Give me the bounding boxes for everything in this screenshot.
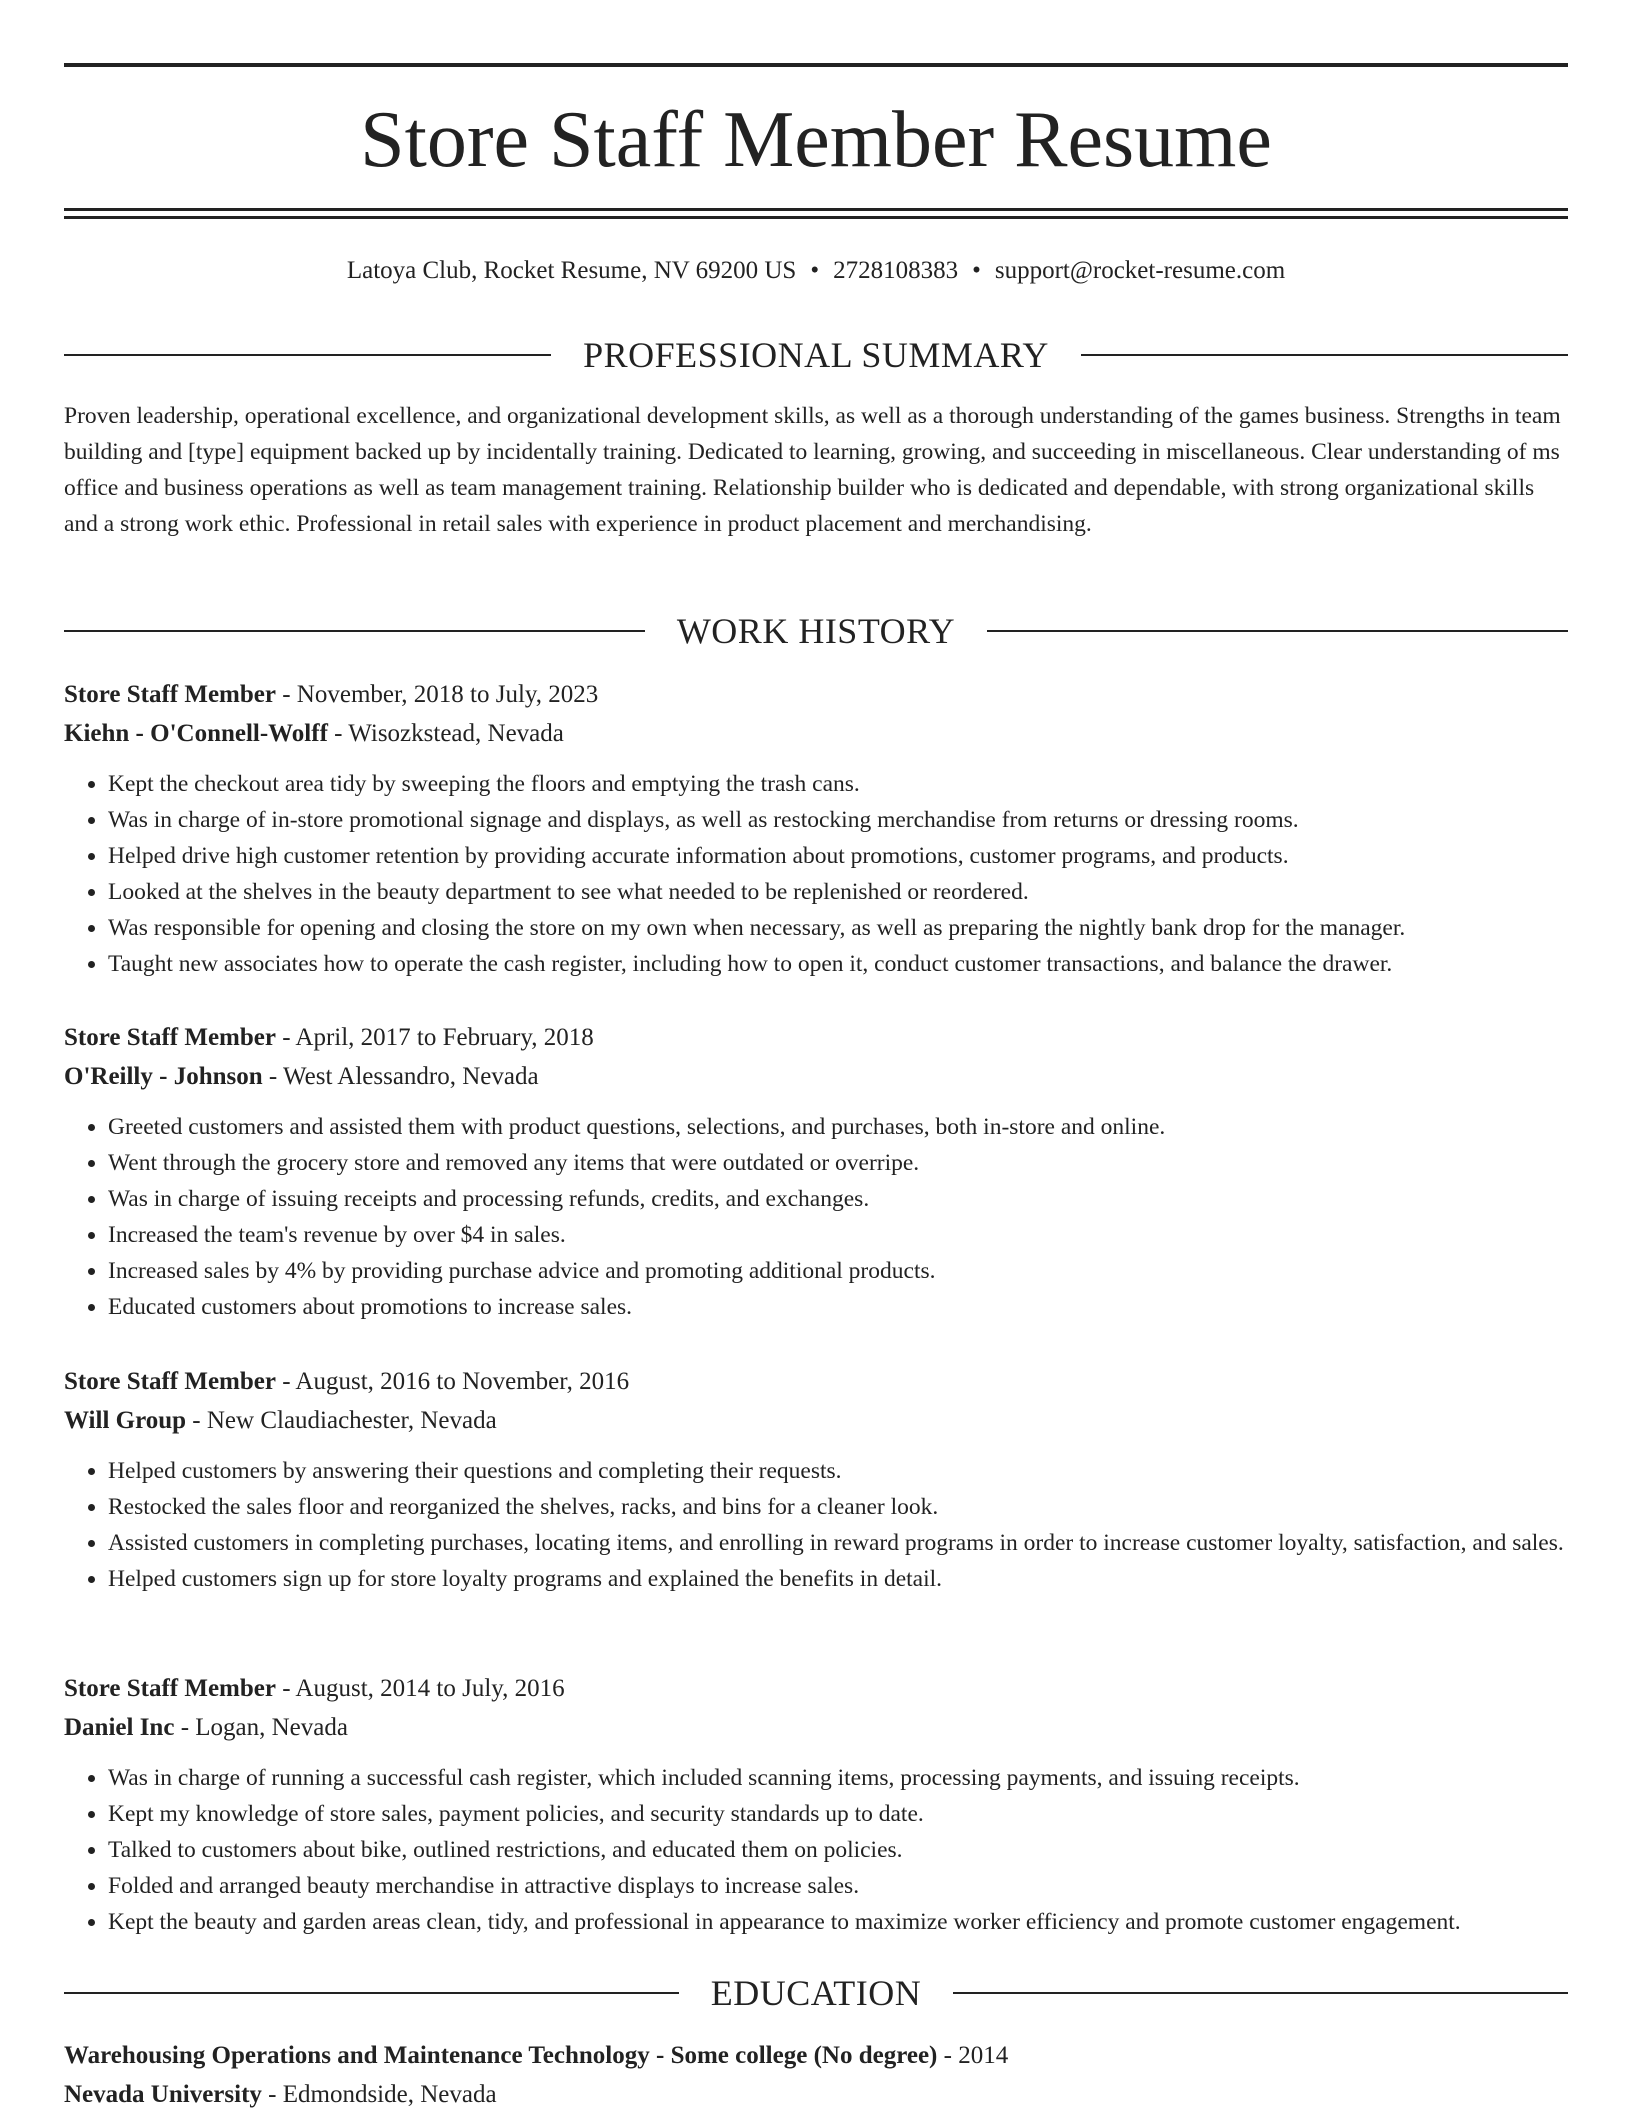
contact-address: Latoya Club, Rocket Resume, NV 69200 US [346, 257, 797, 284]
education-school: Nevada University [64, 2081, 262, 2108]
job-bullet: • Helped customers by answering their questions and completing their requests. [108, 1453, 1568, 1489]
education-entry [64, 2036, 1568, 2114]
section-rule-left [64, 1992, 679, 1994]
job-entry [64, 675, 1568, 982]
job-bullet: • Kept the checkout area tidy by sweeping the floors and emptying the trash cans. [108, 766, 1568, 802]
job-title: Store Staff Member [64, 681, 276, 708]
section-title: EDUCATION [710, 1973, 922, 2013]
job-bullet: • Assisted customers in completing purchases, locating items, and enrolling in reward programs in order to increase customer loyalty, satisfaction, and sales. [108, 1525, 1568, 1561]
top-rule [64, 63, 1568, 67]
section-rule-right [987, 630, 1568, 632]
education-degree: Warehousing Operations and Maintenance Technology - Some college (No degree) [64, 2042, 938, 2069]
job-title: Store Staff Member [64, 1368, 276, 1395]
section-header-work-history [64, 611, 1568, 651]
job-bullets [64, 1760, 1568, 1940]
job-bullet: • Helped drive high customer retention by providing accurate information about promotions, customer programs, and products. [108, 838, 1568, 874]
section-header-summary [64, 335, 1568, 375]
job-bullet: • Greeted customers and assisted them with product questions, selections, and purchases, both in-store and online. [108, 1109, 1568, 1145]
job-bullet: • Folded and arranged beauty merchandise in attractive displays to increase sales. [108, 1868, 1568, 1904]
job-bullets [64, 1109, 1568, 1325]
job-company: Kiehn - O'Connell-Wolff [64, 720, 328, 747]
job-bullet: • Kept my knowledge of store sales, payment policies, and security standards up to date. [108, 1796, 1568, 1832]
job-bullet: • Restocked the sales floor and reorganized the shelves, racks, and bins for a cleaner look. [108, 1489, 1568, 1525]
job-entry [64, 1362, 1568, 1597]
title-rule-lower [64, 216, 1568, 219]
job-title-line [64, 1362, 1568, 1401]
section-title: WORK HISTORY [676, 611, 956, 651]
section-header-education [64, 1973, 1568, 2013]
job-entry [64, 1669, 1568, 1940]
page-title: Store Staff Member Resume [360, 96, 1272, 184]
job-dates: - August, 2016 to November, 2016 [275, 1368, 630, 1395]
job-dates: - August, 2014 to July, 2016 [275, 1675, 565, 1702]
job-location: - Wisozkstead, Nevada [327, 720, 564, 747]
job-title-line [64, 1669, 1568, 1708]
job-company-line [64, 1708, 1568, 1747]
contact-email: support@rocket-resume.com [994, 257, 1286, 284]
section-rule-left [64, 630, 645, 632]
job-bullet: • Taught new associates how to operate the cash register, including how to open it, conduct customer transactions, and balance the drawer. [108, 946, 1568, 982]
job-bullet: • Was in charge of issuing receipts and processing refunds, credits, and exchanges. [108, 1181, 1568, 1217]
job-bullet: • Increased sales by 4% by providing purchase advice and promoting additional products. [108, 1253, 1568, 1289]
summary-text: Proven leadership, operational excellence, and organizational development skills, as well as a thorough understanding of the games business. Strengths in team building and [type] equipment backed up by incidentally training. Dedicated to learning, growing, and succeeding in miscellaneous. Clear understanding of ms office and business operations as well as team management training. Relationship builder who is dedicated and dependable, with strong organizational skills and a strong work ethic. Professional in retail sales with experience in product placement and merchandising. [64, 403, 1561, 537]
contact-separator: • [972, 257, 981, 284]
job-company: Will Group [64, 1407, 187, 1434]
job-bullet: • Was in charge of running a successful cash register, which included scanning items, processing payments, and issuing receipts. [108, 1760, 1568, 1796]
job-bullet: • Went through the grocery store and removed any items that were outdated or overripe. [108, 1145, 1568, 1181]
education-year: - 2014 [937, 2042, 1009, 2069]
job-bullet: • Was in charge of in-store promotional signage and displays, as well as restocking merchandise from returns or dressing rooms. [108, 802, 1568, 838]
section-rule-right [1081, 354, 1568, 356]
education-degree-line [64, 2036, 1568, 2075]
job-title: Store Staff Member [64, 1024, 276, 1051]
job-location: - West Alessandro, Nevada [262, 1063, 539, 1090]
job-company-line [64, 1401, 1568, 1440]
job-bullet: • Talked to customers about bike, outlined restrictions, and educated them on policies. [108, 1832, 1568, 1868]
job-bullet: • Helped customers sign up for store loyalty programs and explained the benefits in detail. [108, 1561, 1568, 1597]
job-company-line [64, 1057, 1568, 1096]
job-bullets [64, 766, 1568, 982]
job-dates: - April, 2017 to February, 2018 [275, 1024, 594, 1051]
job-dates: - November, 2018 to July, 2023 [275, 681, 599, 708]
job-title: Store Staff Member [64, 1675, 276, 1702]
job-bullets [64, 1453, 1568, 1597]
job-bullet: • Looked at the shelves in the beauty department to see what needed to be replenished or reordered. [108, 874, 1568, 910]
job-company-line [64, 714, 1568, 753]
job-bullet: • Educated customers about promotions to increase sales. [108, 1289, 1568, 1325]
contact-phone: 2728108383 [833, 257, 959, 284]
section-rule-left [64, 354, 551, 356]
job-location: - New Claudiachester, Nevada [186, 1407, 497, 1434]
job-title-line [64, 675, 1568, 714]
job-bullet: • Increased the team's revenue by over $4 in sales. [108, 1217, 1568, 1253]
job-bullet: • Kept the beauty and garden areas clean, tidy, and professional in appearance to maximize worker efficiency and promote customer engagement. [108, 1904, 1568, 1940]
section-title: PROFESSIONAL SUMMARY [583, 335, 1049, 375]
contact-separator: • [810, 257, 820, 284]
contact-line [64, 256, 1568, 286]
education-location: - Edmondside, Nevada [261, 2081, 497, 2108]
job-entry [64, 1018, 1568, 1325]
title-rule-upper [64, 208, 1568, 211]
job-location: - Logan, Nevada [174, 1714, 348, 1741]
job-company: Daniel Inc [64, 1714, 175, 1741]
job-bullet: • Was responsible for opening and closing the store on my own when necessary, as well as preparing the nightly bank drop for the manager. [108, 910, 1568, 946]
section-rule-right [953, 1992, 1568, 1994]
job-company: O'Reilly - Johnson [64, 1063, 263, 1090]
job-title-line [64, 1018, 1568, 1057]
education-school-line [64, 2075, 1568, 2114]
